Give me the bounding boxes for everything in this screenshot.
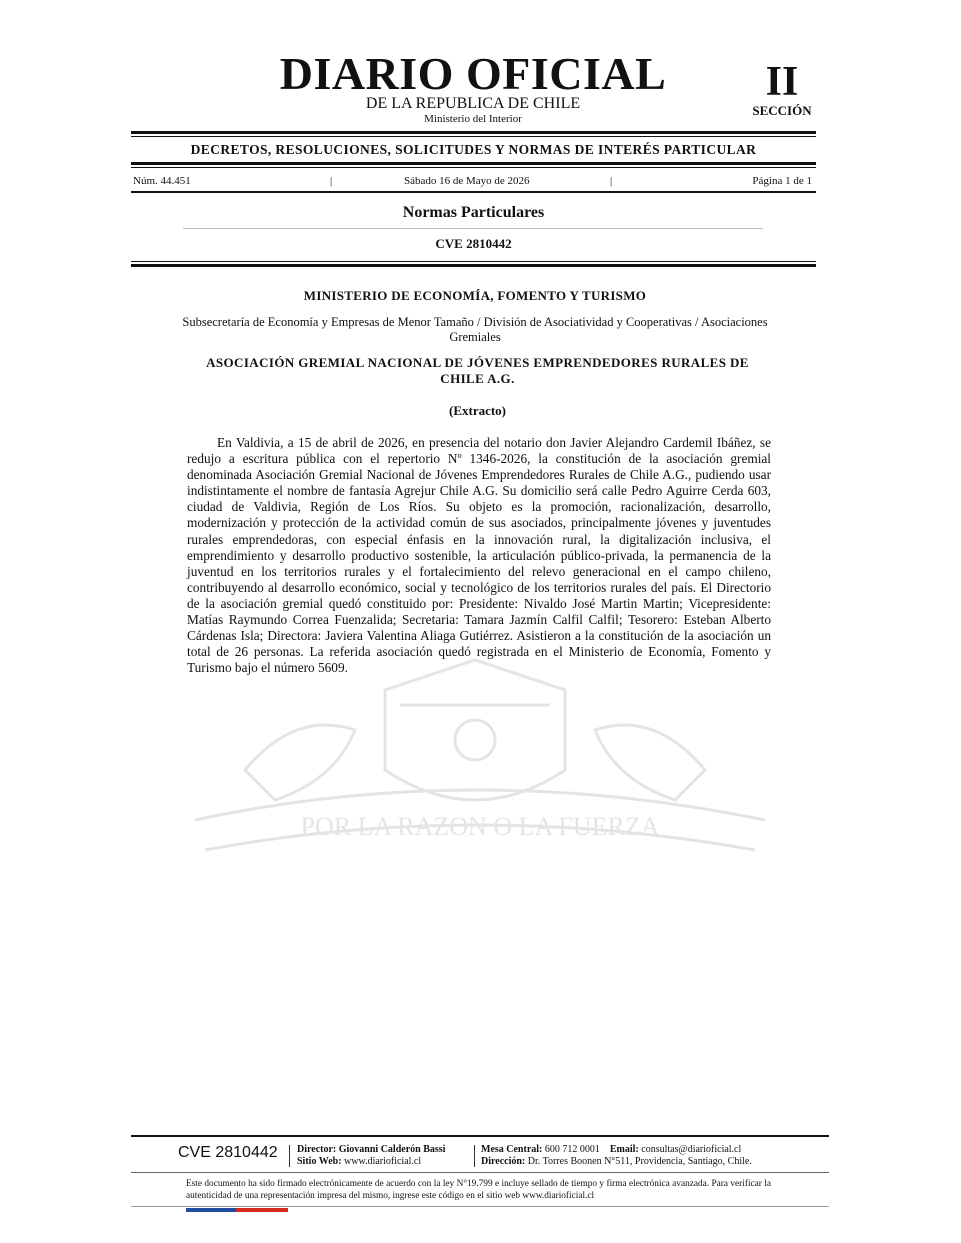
website-link[interactable]: www.diarioficial.cl: [344, 1156, 422, 1167]
cve-code: CVE 2810442: [435, 236, 512, 251]
flag-stripe-blue: [186, 1208, 236, 1212]
director-label: Director:: [297, 1144, 337, 1155]
footer-rule: [131, 1135, 829, 1137]
issuing-ministry: MINISTERIO DE ECONOMÍA, FOMENTO Y TURISMO: [303, 288, 647, 303]
extract-label: (Extracto): [448, 403, 507, 418]
section-title: Normas Particulares: [402, 204, 545, 221]
flag-stripe-red: [236, 1208, 288, 1212]
masthead-rule-thin: [131, 136, 816, 137]
footer-contact: [481, 1144, 781, 1168]
issue-date: Sábado 16 de Mayo de 2026: [404, 175, 530, 187]
newspaper-subtitle: DE LA REPUBLICA DE CHILE: [365, 95, 581, 112]
footer-director: [297, 1144, 472, 1168]
infobar-rule: [131, 191, 816, 193]
issue-number: Núm. 44.451: [133, 175, 191, 187]
address-label: Dirección:: [481, 1156, 526, 1167]
header-rule-thin: [131, 261, 816, 262]
website-label: Sitio Web:: [297, 1156, 342, 1167]
address-text: Dr. Torres Boonen N°511, Providencia, Santiago, Chile.: [527, 1156, 752, 1167]
masthead-rule-thick: [131, 131, 816, 134]
email-label: Email:: [609, 1144, 639, 1155]
banner-rule-thin: [131, 167, 816, 168]
publication-banner: DECRETOS, RESOLUCIONES, SOLICITUDES Y NORMAS DE INTERÉS PARTICULAR: [190, 142, 757, 157]
issue-info-bar: [131, 173, 816, 189]
watermark-motto: POR LA RAZON O LA FUERZA: [300, 812, 660, 841]
email-link[interactable]: consultas@diarioficial.cl: [641, 1144, 742, 1155]
info-separator: |: [610, 175, 613, 187]
director-name: Giovanni Calderón Bassi: [338, 1144, 446, 1155]
phone-label: Mesa Central:: [481, 1144, 543, 1155]
info-separator: |: [330, 175, 333, 187]
footer-inner-rule: [131, 1172, 829, 1173]
footer-cve: CVE 2810442: [178, 1144, 278, 1161]
section-number: II: [765, 59, 799, 105]
body-paragraph: En Valdivia, a 15 de abril de 2026, en presencia del notario don Javier Alejandro Cardemil Ibáñez, se redujo a escritura pública con el repertorio Nº 1346-2026, la constitución de la asociación gremial denominada Asociación Gremial Nacional de Jóvenes Emprendedores Rurales de Chile A.G., pudiendo usar indistintamente el nombre de fantasía Agrejur Chile A.G. Su domicilio será calle Pedro Aguirre Cerda 603, ciudad de Valdivia, Región de Los Ríos. Su objeto es la promoción, racionalización, desarrollo, modernización y protección de la actividad común de sus asociados, principalmente jóvenes y juventudes rurales emprendedoras, con especial énfasis en la innovación rural, la digitalización inclusiva, el emprendimiento y desarrollo productivo sostenible, la articulación público-privada, la permanencia de la juventud en los territorios rurales y el fortalecimiento del relevo generacional en el campo chileno, contribuyendo al desarrollo económico, social y tecnológico de los territorios rurales del país. El Directorio de la asociación gremial quedó constituido por: Presidente: Nivaldo José Martin Martin; Vicepresidente: Matías Raymundo Correa Fuenzalida; Secretaria: Tamara Jazmín Calfil Calfil; Tesorero: Esteban Alberto Cárdenas Isla; Directora: Javiera Valentina Aliaga Gutiérrez. Asistieron a la constitución de la asociación un total de 26 personas. La referida asociación quedó registrada en el Ministerio de Economía, Fomento y Turismo bajo el número 5609.: [187, 435, 771, 676]
phone-number: 600 712 0001: [544, 1144, 600, 1155]
association-name: ASOCIACIÓN GREMIAL NACIONAL DE JÓVENES EMPRENDEDORES RURALES DE CHILE A.G.: [206, 355, 749, 386]
section-label: SECCIÓN: [752, 103, 812, 118]
subsecretaria-line: Subsecretaría de Economía y Empresas de Menor Tamaño / División de Asociatividad y Cooperativas / Asociaciones Gremiales: [182, 315, 768, 344]
header-rule-thick: [131, 264, 816, 267]
coat-of-arms-icon: [185, 650, 775, 880]
newspaper-title: DIARIO OFICIAL: [279, 48, 667, 99]
legal-notice: Este documento ha sido firmado electrónicamente de acuerdo con la ley N°19.799 e incluye sellado de tiempo y firma electrónica avanzada. Para verificar la autenticidad de una representación impresa del mismo, ingrese este código en el sitio web www.diarioficial.cl: [186, 1179, 771, 1201]
section-divider: [183, 228, 763, 229]
page-number: Página 1 de 1: [752, 175, 812, 187]
footer-divider: [474, 1145, 475, 1167]
banner-rule-thick: [131, 162, 816, 165]
ministry-line: Ministerio del Interior: [424, 113, 522, 125]
footer-bottom-rule: [131, 1206, 829, 1207]
footer-divider: [289, 1145, 290, 1167]
